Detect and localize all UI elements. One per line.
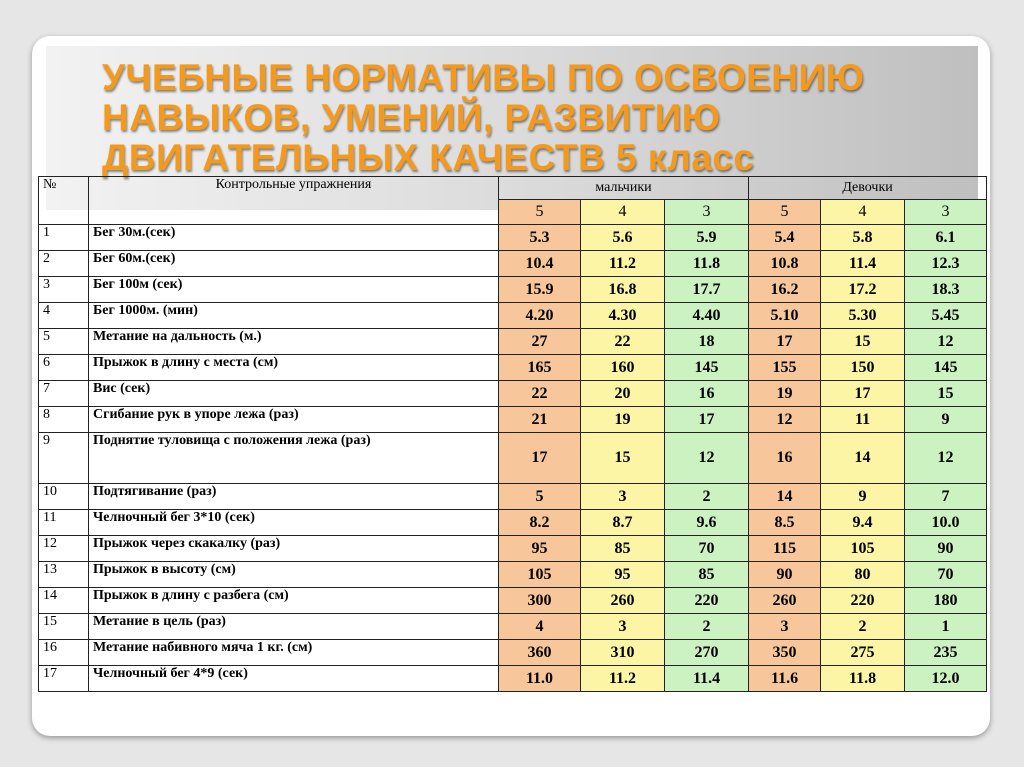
standards-table-wrap — [38, 176, 986, 726]
boys-grade-4-value: 16.8 — [581, 277, 665, 303]
boys-grade-5-header: 5 — [499, 200, 581, 225]
header-row-groups — [39, 177, 987, 200]
girls-grade-5-value: 11.6 — [749, 666, 821, 692]
row-number: 17 — [39, 666, 89, 692]
girls-grade-5-value: 350 — [749, 640, 821, 666]
table-row — [39, 484, 987, 510]
table-row — [39, 355, 987, 381]
girls-grade-3-value: 9 — [905, 407, 987, 433]
boys-grade-3-header: 3 — [665, 200, 749, 225]
table-body — [39, 225, 987, 692]
girls-grade-3-value: 90 — [905, 536, 987, 562]
girls-grade-3-value: 12.3 — [905, 251, 987, 277]
boys-grade-3-value: 2 — [665, 614, 749, 640]
exercise-name: Бег 60м.(сек) — [89, 251, 499, 277]
col-number-header: № — [39, 177, 89, 225]
row-number: 4 — [39, 303, 89, 329]
boys-grade-3-value: 4.40 — [665, 303, 749, 329]
boys-grade-4-value: 3 — [581, 484, 665, 510]
girls-grade-4-value: 5.8 — [821, 225, 905, 251]
girls-grade-4-header: 4 — [821, 200, 905, 225]
girls-grade-4-value: 17.2 — [821, 277, 905, 303]
girls-grade-5-value: 16.2 — [749, 277, 821, 303]
boys-grade-3-value: 16 — [665, 381, 749, 407]
table-row — [39, 381, 987, 407]
boys-grade-3-value: 5.9 — [665, 225, 749, 251]
table-row — [39, 303, 987, 329]
table-row — [39, 510, 987, 536]
boys-grade-3-value: 18 — [665, 329, 749, 355]
boys-grade-5-value: 165 — [499, 355, 581, 381]
boys-grade-3-value: 2 — [665, 484, 749, 510]
boys-grade-4-value: 15 — [581, 433, 665, 484]
table-row — [39, 433, 987, 484]
boys-grade-5-value: 8.2 — [499, 510, 581, 536]
girls-grade-3-value: 15 — [905, 381, 987, 407]
table-row — [39, 536, 987, 562]
exercise-name: Метание набивного мяча 1 кг. (см) — [89, 640, 499, 666]
girls-grade-3-value: 145 — [905, 355, 987, 381]
row-number: 2 — [39, 251, 89, 277]
row-number: 14 — [39, 588, 89, 614]
exercise-name: Прыжок через скакалку (раз) — [89, 536, 499, 562]
boys-grade-5-value: 15.9 — [499, 277, 581, 303]
boys-grade-4-value: 310 — [581, 640, 665, 666]
girls-grade-3-header: 3 — [905, 200, 987, 225]
girls-grade-4-value: 15 — [821, 329, 905, 355]
row-number: 15 — [39, 614, 89, 640]
girls-grade-3-value: 70 — [905, 562, 987, 588]
girls-grade-4-value: 2 — [821, 614, 905, 640]
girls-grade-5-value: 12 — [749, 407, 821, 433]
exercise-name: Прыжок в длину с места (см) — [89, 355, 499, 381]
boys-grade-4-value: 8.7 — [581, 510, 665, 536]
table-row — [39, 407, 987, 433]
girls-grade-3-value: 10.0 — [905, 510, 987, 536]
girls-grade-3-value: 1 — [905, 614, 987, 640]
boys-grade-3-value: 270 — [665, 640, 749, 666]
group-girls-header: Девочки — [749, 177, 987, 200]
row-number: 8 — [39, 407, 89, 433]
table-row — [39, 225, 987, 251]
girls-grade-4-value: 11.4 — [821, 251, 905, 277]
girls-grade-3-value: 12 — [905, 433, 987, 484]
boys-grade-4-value: 22 — [581, 329, 665, 355]
girls-grade-5-value: 14 — [749, 484, 821, 510]
boys-grade-5-value: 360 — [499, 640, 581, 666]
standards-table — [38, 176, 987, 692]
boys-grade-3-value: 11.8 — [665, 251, 749, 277]
boys-grade-4-value: 85 — [581, 536, 665, 562]
boys-grade-5-value: 4.20 — [499, 303, 581, 329]
girls-grade-5-header: 5 — [749, 200, 821, 225]
row-number: 1 — [39, 225, 89, 251]
boys-grade-3-value: 17 — [665, 407, 749, 433]
girls-grade-5-value: 115 — [749, 536, 821, 562]
row-number: 12 — [39, 536, 89, 562]
boys-grade-5-value: 27 — [499, 329, 581, 355]
girls-grade-4-value: 9.4 — [821, 510, 905, 536]
row-number: 3 — [39, 277, 89, 303]
table-row — [39, 666, 987, 692]
boys-grade-5-value: 17 — [499, 433, 581, 484]
girls-grade-5-value: 16 — [749, 433, 821, 484]
boys-grade-4-value: 260 — [581, 588, 665, 614]
girls-grade-3-value: 6.1 — [905, 225, 987, 251]
row-number: 6 — [39, 355, 89, 381]
row-number: 5 — [39, 329, 89, 355]
exercise-name: Бег 1000м. (мин) — [89, 303, 499, 329]
girls-grade-3-value: 5.45 — [905, 303, 987, 329]
group-boys-header: мальчики — [499, 177, 749, 200]
girls-grade-5-value: 5.4 — [749, 225, 821, 251]
girls-grade-5-value: 17 — [749, 329, 821, 355]
row-number: 11 — [39, 510, 89, 536]
girls-grade-5-value: 10.8 — [749, 251, 821, 277]
girls-grade-5-value: 3 — [749, 614, 821, 640]
table-row — [39, 640, 987, 666]
boys-grade-4-value: 95 — [581, 562, 665, 588]
exercise-name: Прыжок в высоту (см) — [89, 562, 499, 588]
boys-grade-4-value: 11.2 — [581, 666, 665, 692]
girls-grade-4-value: 275 — [821, 640, 905, 666]
girls-grade-3-value: 7 — [905, 484, 987, 510]
boys-grade-5-value: 95 — [499, 536, 581, 562]
girls-grade-4-value: 14 — [821, 433, 905, 484]
boys-grade-4-value: 4.30 — [581, 303, 665, 329]
boys-grade-3-value: 70 — [665, 536, 749, 562]
table-row — [39, 614, 987, 640]
boys-grade-5-value: 105 — [499, 562, 581, 588]
boys-grade-5-value: 22 — [499, 381, 581, 407]
boys-grade-4-value: 19 — [581, 407, 665, 433]
girls-grade-4-value: 11 — [821, 407, 905, 433]
exercise-name: Челночный бег 4*9 (сек) — [89, 666, 499, 692]
girls-grade-3-value: 12.0 — [905, 666, 987, 692]
boys-grade-3-value: 11.4 — [665, 666, 749, 692]
slide-title: УЧЕБНЫЕ НОРМАТИВЫ ПО ОСВОЕНИЮ НАВЫКОВ, УМЕНИЙ, РАЗВИТИЮ ДВИГАТЕЛЬНЫХ КАЧЕСТВ 5 класс — [102, 57, 865, 178]
row-number: 10 — [39, 484, 89, 510]
boys-grade-4-value: 160 — [581, 355, 665, 381]
girls-grade-3-value: 12 — [905, 329, 987, 355]
table-row — [39, 588, 987, 614]
row-number: 9 — [39, 433, 89, 484]
exercise-name: Бег 30м.(сек) — [89, 225, 499, 251]
girls-grade-4-value: 105 — [821, 536, 905, 562]
boys-grade-5-value: 5 — [499, 484, 581, 510]
exercise-name: Поднятие туловища с положения лежа (раз) — [89, 433, 499, 484]
exercise-name: Прыжок в длину с разбега (см) — [89, 588, 499, 614]
table-row — [39, 329, 987, 355]
boys-grade-4-header: 4 — [581, 200, 665, 225]
exercise-name: Подтягивание (раз) — [89, 484, 499, 510]
boys-grade-5-value: 4 — [499, 614, 581, 640]
table-row — [39, 562, 987, 588]
boys-grade-3-value: 220 — [665, 588, 749, 614]
boys-grade-4-value: 11.2 — [581, 251, 665, 277]
exercise-name: Бег 100м (сек) — [89, 277, 499, 303]
boys-grade-5-value: 10.4 — [499, 251, 581, 277]
girls-grade-5-value: 19 — [749, 381, 821, 407]
girls-grade-3-value: 235 — [905, 640, 987, 666]
boys-grade-3-value: 145 — [665, 355, 749, 381]
exercise-name: Вис (сек) — [89, 381, 499, 407]
girls-grade-5-value: 155 — [749, 355, 821, 381]
exercise-name: Челночный бег 3*10 (сек) — [89, 510, 499, 536]
exercise-name: Метание в цель (раз) — [89, 614, 499, 640]
boys-grade-4-value: 20 — [581, 381, 665, 407]
girls-grade-3-value: 180 — [905, 588, 987, 614]
girls-grade-4-value: 220 — [821, 588, 905, 614]
table-row — [39, 251, 987, 277]
slide — [32, 36, 990, 736]
row-number: 7 — [39, 381, 89, 407]
boys-grade-5-value: 5.3 — [499, 225, 581, 251]
girls-grade-4-value: 17 — [821, 381, 905, 407]
girls-grade-5-value: 8.5 — [749, 510, 821, 536]
boys-grade-5-value: 300 — [499, 588, 581, 614]
girls-grade-5-value: 260 — [749, 588, 821, 614]
boys-grade-4-value: 3 — [581, 614, 665, 640]
girls-grade-4-value: 11.8 — [821, 666, 905, 692]
row-number: 13 — [39, 562, 89, 588]
boys-grade-3-value: 9.6 — [665, 510, 749, 536]
girls-grade-3-value: 18.3 — [905, 277, 987, 303]
row-number: 16 — [39, 640, 89, 666]
girls-grade-5-value: 5.10 — [749, 303, 821, 329]
boys-grade-3-value: 17.7 — [665, 277, 749, 303]
boys-grade-3-value: 85 — [665, 562, 749, 588]
exercise-name: Метание на дальность (м.) — [89, 329, 499, 355]
girls-grade-4-value: 9 — [821, 484, 905, 510]
table-row — [39, 277, 987, 303]
exercise-name: Сгибание рук в упоре лежа (раз) — [89, 407, 499, 433]
girls-grade-4-value: 5.30 — [821, 303, 905, 329]
boys-grade-5-value: 11.0 — [499, 666, 581, 692]
girls-grade-4-value: 80 — [821, 562, 905, 588]
boys-grade-3-value: 12 — [665, 433, 749, 484]
girls-grade-5-value: 90 — [749, 562, 821, 588]
col-exercise-header: Контрольные упражнения — [89, 177, 499, 225]
boys-grade-4-value: 5.6 — [581, 225, 665, 251]
boys-grade-5-value: 21 — [499, 407, 581, 433]
girls-grade-4-value: 150 — [821, 355, 905, 381]
